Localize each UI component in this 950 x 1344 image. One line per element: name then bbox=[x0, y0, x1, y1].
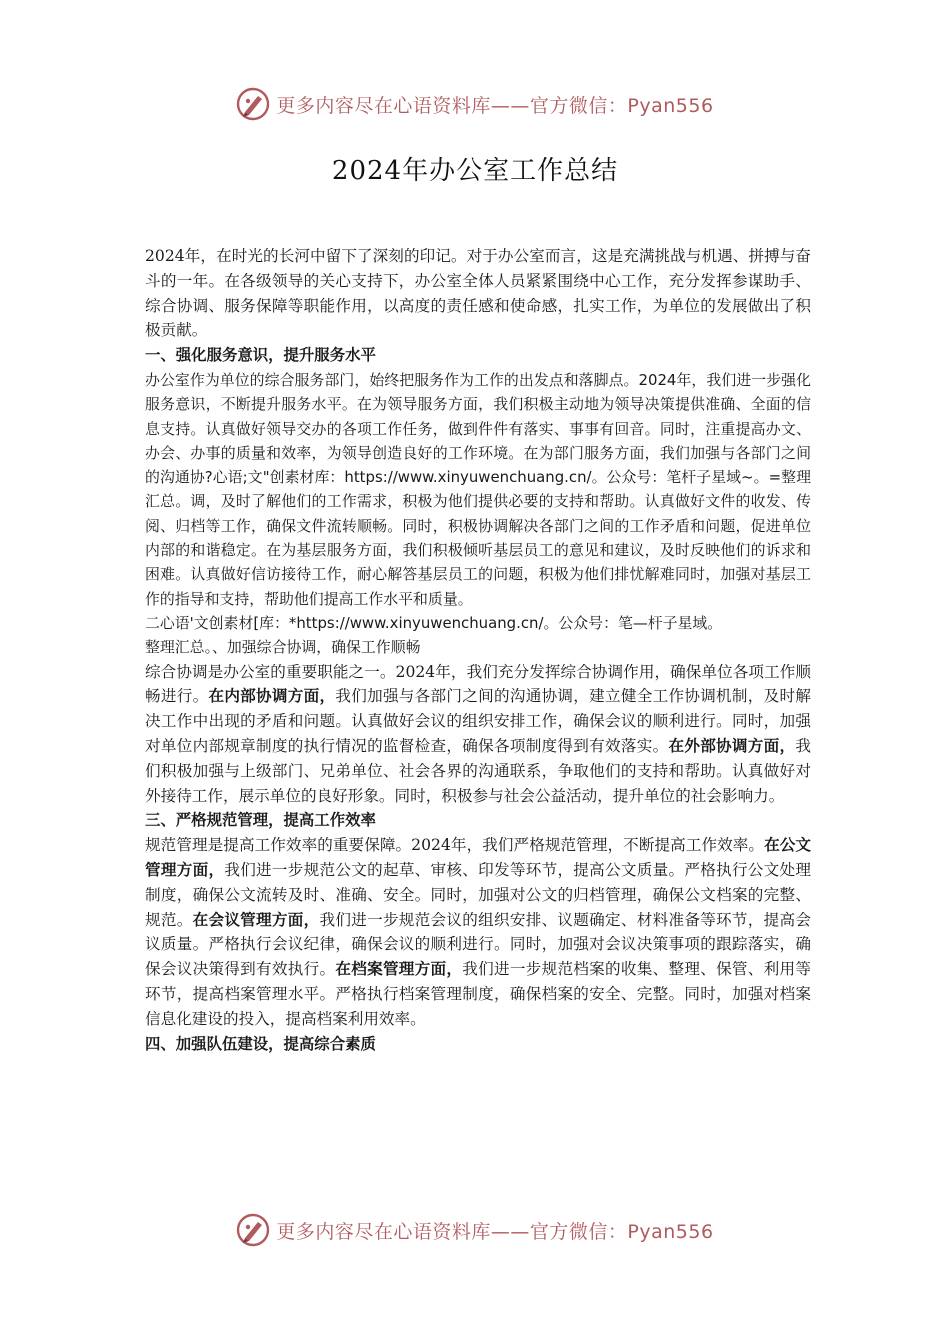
section-4-heading: 四、加强队伍建设，提高综合素质 bbox=[145, 1034, 376, 1053]
section-3-text-4: 我们进一步规范档案的收集、整理、保管、利用等环节，提高档案管理水平。严格执行档案管理制度，确保档案的安全、完整。同时，加强对档案信息化建设的投入，提高档案利用效率。 bbox=[145, 960, 811, 1028]
watermark-text: 更多内容尽在心语资料库——官方微信：Pyan556 bbox=[276, 1220, 714, 1243]
section-2-bold-internal: 在内部协调方面， bbox=[208, 687, 336, 706]
section-3-bold-archives: 在档案管理方面， bbox=[335, 960, 463, 979]
section-2-text-3: 我们积极加强与上级部门、兄弟单位、社会各界的沟通联系，争取他们的支持和帮助。认真做好对外接待工作，展示单位的良好形象。同时，积极参与社会公益活动，提升单位的社会影响力。 bbox=[145, 736, 811, 805]
document-title: 2024年办公室工作总结 bbox=[331, 156, 619, 186]
section-1-heading: 一、强化服务意识，提升服务水平 bbox=[145, 346, 376, 365]
section-3-bold-documents: 在公文管理方面， bbox=[145, 836, 811, 879]
section-2-text-2: 我们加强与各部门之间的沟通协调，建立健全工作协调机制，及时解决工作中出现的矛盾和问题。认真做好会议的组织安排工作，确保会议的顺利进行。同时，加强对单位内部规章制度的执行情况的监督检查，确保各项制度得到有效落实。 bbox=[145, 687, 811, 755]
pen-logo-icon bbox=[236, 87, 270, 121]
bottom-watermark-banner bbox=[0, 1210, 950, 1250]
top-watermark-banner bbox=[0, 84, 950, 124]
section-3-text-1: 规范管理是提高工作效率的重要保障。2024年，我们严格规范管理，不断提高工作效率。 bbox=[145, 836, 765, 855]
section-2-watermark-line: 二心语'文创素材[库：*https://www.xinyuwenchuang.cn/。公众号：笔—杆子星域。 bbox=[145, 613, 723, 632]
section-3-text-2: 我们进一步规范公文的起草、审核、印发等环节，提高公文质量。严格执行公文处理制度，确保公文流转及时、准确、安全。同时，加强对公文的归档管理，确保公文档案的完整、规范。 bbox=[145, 860, 811, 929]
section-2-paragraph bbox=[145, 660, 811, 809]
section-2-bold-external: 在外部协调方面， bbox=[668, 736, 796, 755]
section-3-bold-meetings: 在会议管理方面， bbox=[192, 910, 320, 929]
section-3-text-3: 我们进一步规范会议的组织安排、议题确定、材料准备等环节，提高会议质量。严格执行会议纪律，确保会议的顺利进行。同时，加强对会议决策事项的跟踪落实，确保会议决策得到有效执行。 bbox=[145, 910, 811, 979]
section-3-paragraph bbox=[145, 833, 811, 1031]
section-3-heading: 三、严格规范管理，提高工作效率 bbox=[145, 811, 376, 830]
watermark-text: 更多内容尽在心语资料库——官方微信：Pyan556 bbox=[276, 94, 714, 117]
section-2-heading: 整理汇总。、加强综合协调，确保工作顺畅 bbox=[145, 638, 421, 657]
pen-logo-icon bbox=[236, 1213, 270, 1247]
document-body bbox=[145, 244, 811, 1056]
section-1-paragraph: 办公室作为单位的综合服务部门，始终把服务作为工作的出发点和落脚点。2024年，我们进一步强化服务意识，不断提升服务水平。在为领导服务方面，我们积极主动地为领导决策提供准确、全面的信息支持。认真做好领导交办的各项工作任务，做到件件有落实、事事有回音。同时，注重提高办文、办会、办事的质量和效率，为领导创造良好的工作环境。在为部门服务方面，我们加强与各部门之间的沟通协?心语;文"创素材库：https://www.xinyuwenchuang.cn/。公众号：笔杆子星域~。=整理汇总。调，及时了解他们的工作需求，积极为他们提供必要的支持和帮助。认真做好文件的收发、传阅、归档等工作，确保文件流转顺畅。同时，积极协调解决各部门之间的工作矛盾和问题，促进单位内部的和谐稳定。在为基层服务方面，我们积极倾听基层员工的意见和建议，及时反映他们的诉求和困难。认真做好信访接待工作，耐心解答基层员工的问题，积极为他们排忧解难同时，加强对基层工作的指导和支持，帮助他们提高工作水平和质量。 bbox=[145, 370, 811, 608]
intro-paragraph: 2024年，在时光的长河中留下了深刻的印记。对于办公室而言，这是充满挑战与机遇、拼搏与奋斗的一年。在各级领导的关心支持下，办公室全体人员紧紧围绕中心工作，充分发挥参谋助手、综合协调、服务保障等职能作用，以高度的责任感和使命感，扎实工作，为单位的发展做出了积极贡献。 bbox=[145, 247, 811, 340]
section-2-text-1: 综合协调是办公室的重要职能之一。2024年，我们充分发挥综合协调作用，确保单位各项工作顺畅进行。 bbox=[145, 662, 811, 706]
